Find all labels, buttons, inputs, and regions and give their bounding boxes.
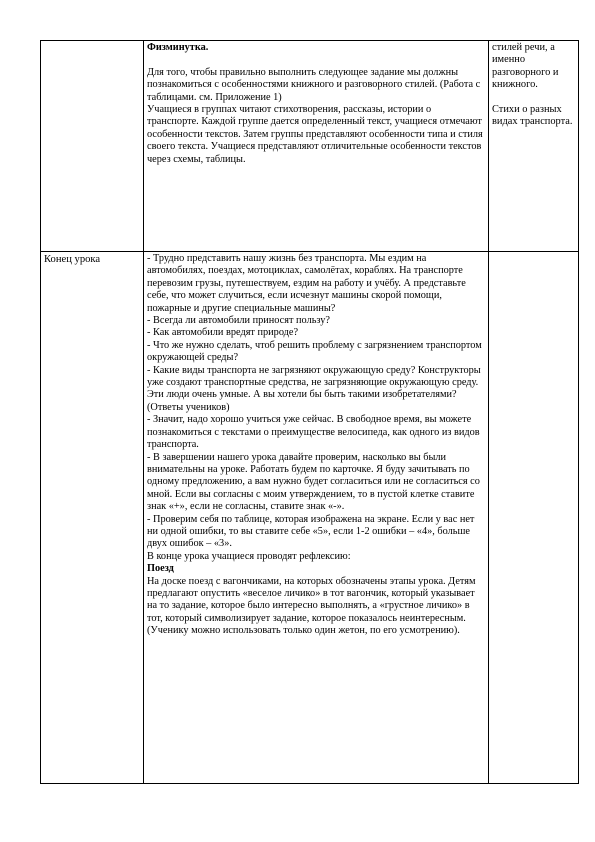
paragraph: На доске поезд с вагончиками, на которых обозначены этапы урока. Детям предлагают опустить «веселое личико» в тот вагончик, который указывает на то задание, которое было интересно выполнять, а «грустное личико» в тот, который символизирует задание, которое показалось неинтересным. (Ученику можно использовать только один жетон, по его усмотрению).: [147, 575, 476, 637]
lesson-plan-table: [40, 40, 579, 784]
question: - Как автомобили вредят природе?: [147, 327, 299, 339]
question: - Что же нужно сделать, чтоб решить проблему с загрязнением транспортом окружающей среды?: [147, 339, 482, 364]
stage-cell: [41, 41, 144, 252]
question: - Всегда ли автомобили приносят пользу?: [147, 315, 330, 327]
notes-cell: [489, 41, 579, 252]
paragraph: Для того, чтобы правильно выполнить следующее задание мы должны познакомиться с особенностями книжного и разговорного стилей. (Работа с таблицами. см. Приложение 1): [147, 66, 481, 103]
paragraph: - Проверим себя по таблице, которая изображена на экране. Если у вас нет ни одной ошибки, то вы ставите себе «5», если 1-2 ошибки – «4», больше двух ошибок – «3».: [147, 513, 475, 550]
stage-label: [44, 42, 140, 43]
activity-cell: [144, 41, 489, 252]
paragraph: Эти люди очень умные. А вы хотели бы быть такими изобретателями? (Ответы учеников): [147, 389, 457, 413]
paragraph: - Какие виды транспорта не загрязняют окружающую среду? Конструкторы уже создают транспортные средства, не загрязняющие окружающую среду.: [147, 364, 481, 389]
paragraph: Учащиеся в группах читают стихотворения, рассказы, истории о транспорте. Каждой группе дается определенный текст, учащиеся отмечают особенности текстов. Затем группы представляют особенности типа и стиля своего текста. Учащиеся представляют отличительные особенности текстов через схемы, таблицы.: [147, 104, 483, 165]
table-row: [41, 252, 579, 784]
stage-label: Конец урока: [44, 254, 101, 265]
table-row: [41, 41, 579, 252]
subsection-title: Поезд: [147, 563, 174, 575]
activity-cell: [144, 252, 489, 784]
paragraph: - В завершении нашего урока давайте проверим, насколько вы были внимательны на уроке. Работать будем по карточке. Я буду зачитывать по одному предложению, а вам нужно будет согласиться или не согласиться со мной. Если вы согласны с моим утверждением, то в пустой клетке ставите знак «+», если не согласны, ставите знак «-».: [147, 451, 480, 513]
paragraph: - Значит, надо хорошо учиться уже сейчас. В свободное время, вы можете познакомиться с текстами о преимуществе велосипеда, как одного из видов транспорта.: [147, 414, 480, 451]
stage-cell: [41, 252, 144, 784]
note-text: стилей речи, а именно разговорного и книжного.: [492, 42, 559, 91]
notes-cell: [489, 252, 579, 784]
note-text: Стихи о разных видах транспорта.: [492, 104, 573, 128]
paragraph: В конце урока учащиеся проводят рефлексию:: [147, 550, 351, 562]
paragraph: - Трудно представить нашу жизнь без транспорта. Мы ездим на автомобилях, поездах, мотоциклах, самолётах, кораблях. На транспорте перевозим грузы, путешествуем, ездим на работу и учёбу. А представьте себе, что может случиться, если исчезнут машины скорой помощи, пожарные и другие специальные машины?: [147, 253, 466, 314]
section-title: Физминутка.: [147, 42, 209, 53]
